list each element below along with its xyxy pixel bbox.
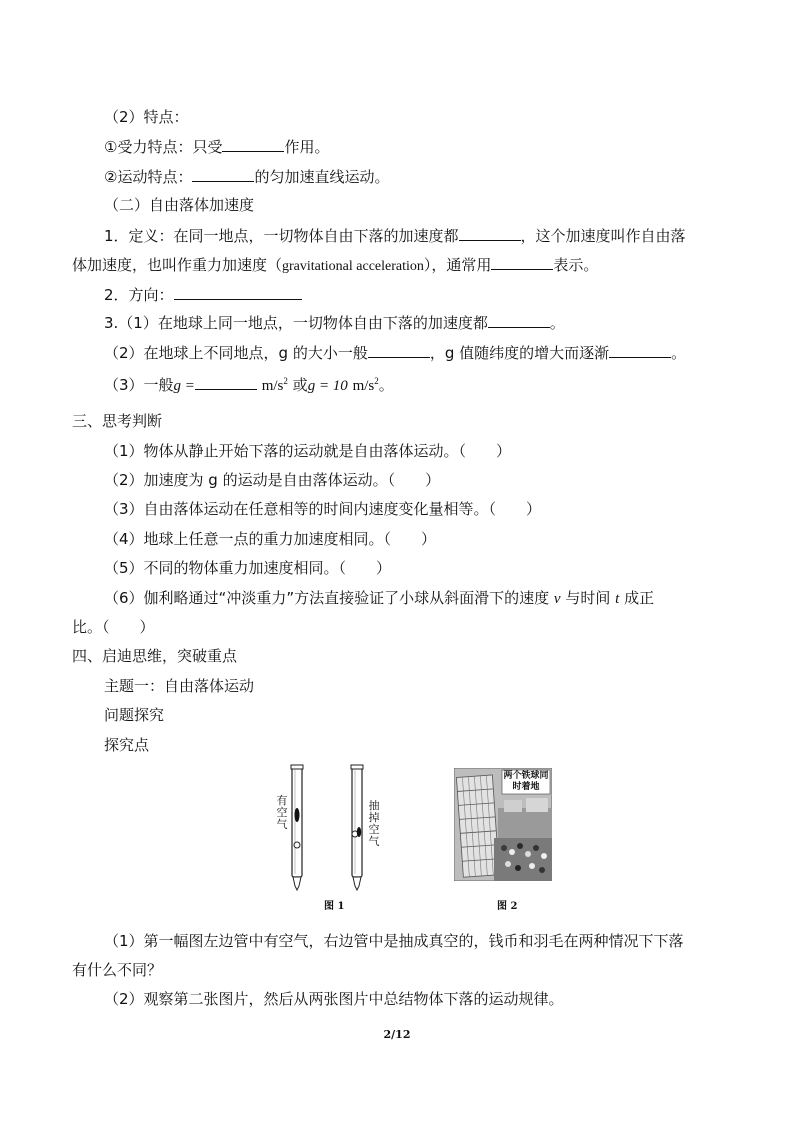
feather-icon: [357, 827, 361, 837]
answer-blank[interactable]: [174, 284, 302, 300]
figure-1-caption: 图 1: [324, 901, 345, 912]
feature-heading: （2）特点：: [104, 108, 189, 126]
feather-icon: [295, 808, 300, 822]
answer-blank[interactable]: [491, 254, 553, 270]
tube-with-air: [291, 765, 303, 890]
direction-line: 2．方向：: [104, 284, 302, 305]
definition-line-2: 体加速度，也叫作重力加速度（gravitational acceleration），通常用 表示。: [72, 256, 599, 274]
acceleration-different-place: （2）在地球上不同地点，g 的大小一般 ，g 值随纬度的增大而逐渐 。: [104, 344, 687, 362]
tube-left-label: 有空气: [276, 794, 288, 831]
coin-icon: [294, 842, 300, 848]
question-1: （1）第一幅图左边管中有空气，右边管中是抽成真空的，钱币和羽毛在两种情况下下落: [104, 932, 684, 950]
motion-feature: ②运动特点： 的匀加速直线运动。: [104, 168, 390, 186]
answer-blank[interactable]: [609, 342, 671, 358]
problem-explore: 问题探究: [104, 706, 165, 724]
figure-2-caption: 图 2: [497, 901, 518, 912]
g-value-line: （3）一般$g = m/s^2$ 或g = 10 $m/s^2$。: [104, 376, 394, 394]
judge-item-continued: 比。（ ）: [72, 618, 155, 636]
judge-item: （2）加速度为 g 的运动是自由落体运动。（ ）: [104, 471, 441, 489]
judge-item: （3）自由落体运动在任意相等的时间内速度变化量相等。（ ）: [104, 500, 542, 518]
page-number: 2/12: [383, 1028, 411, 1041]
section-title-judge: 三、思考判断: [72, 412, 163, 430]
explore-point: 探究点: [104, 736, 150, 754]
judge-item: （4）地球上任意一点的重力加速度相同。（ ）: [104, 530, 437, 548]
answer-blank[interactable]: [488, 312, 550, 328]
tube-right-label: 抽掉空气: [368, 799, 380, 848]
photo-caption: 两个铁球同时着地: [503, 771, 549, 792]
topic-title: 主题一：自由落体运动: [104, 677, 255, 695]
vacuum-tube: [351, 765, 363, 890]
acceleration-same-place: 3.（1）在地球上同一地点，一切物体自由下落的加速度都 。: [104, 314, 565, 332]
answer-blank[interactable]: [368, 342, 430, 358]
definition-line-1: 1．定义：在同一地点，一切物体自由下落的加速度都 ，这个加速度叫作自由落: [104, 227, 686, 245]
question-1-continued: 有什么不同？: [72, 961, 163, 979]
answer-blank[interactable]: [459, 225, 521, 241]
section-title-think: 四、启迪思维，突破重点: [72, 647, 238, 665]
question-2: （2）观察第二张图片，然后从两张图片中总结物体下落的运动规律。: [104, 990, 564, 1008]
judge-item: （6）伽利略通过“冲淡重力”方法直接验证了小球从斜面滑下的速度 v 与时间 t 成正: [104, 589, 655, 607]
judge-item: （5）不同的物体重力加速度相同。（ ）: [104, 559, 392, 577]
answer-blank[interactable]: [195, 374, 257, 390]
force-feature: ①受力特点：只受 作用。: [104, 138, 330, 156]
judge-item: （1）物体从静止开始下落的运动就是自由落体运动。（ ）: [104, 442, 512, 460]
answer-blank[interactable]: [222, 136, 284, 152]
subsection-heading: （二）自由落体加速度: [104, 196, 255, 214]
answer-blank[interactable]: [192, 166, 254, 182]
